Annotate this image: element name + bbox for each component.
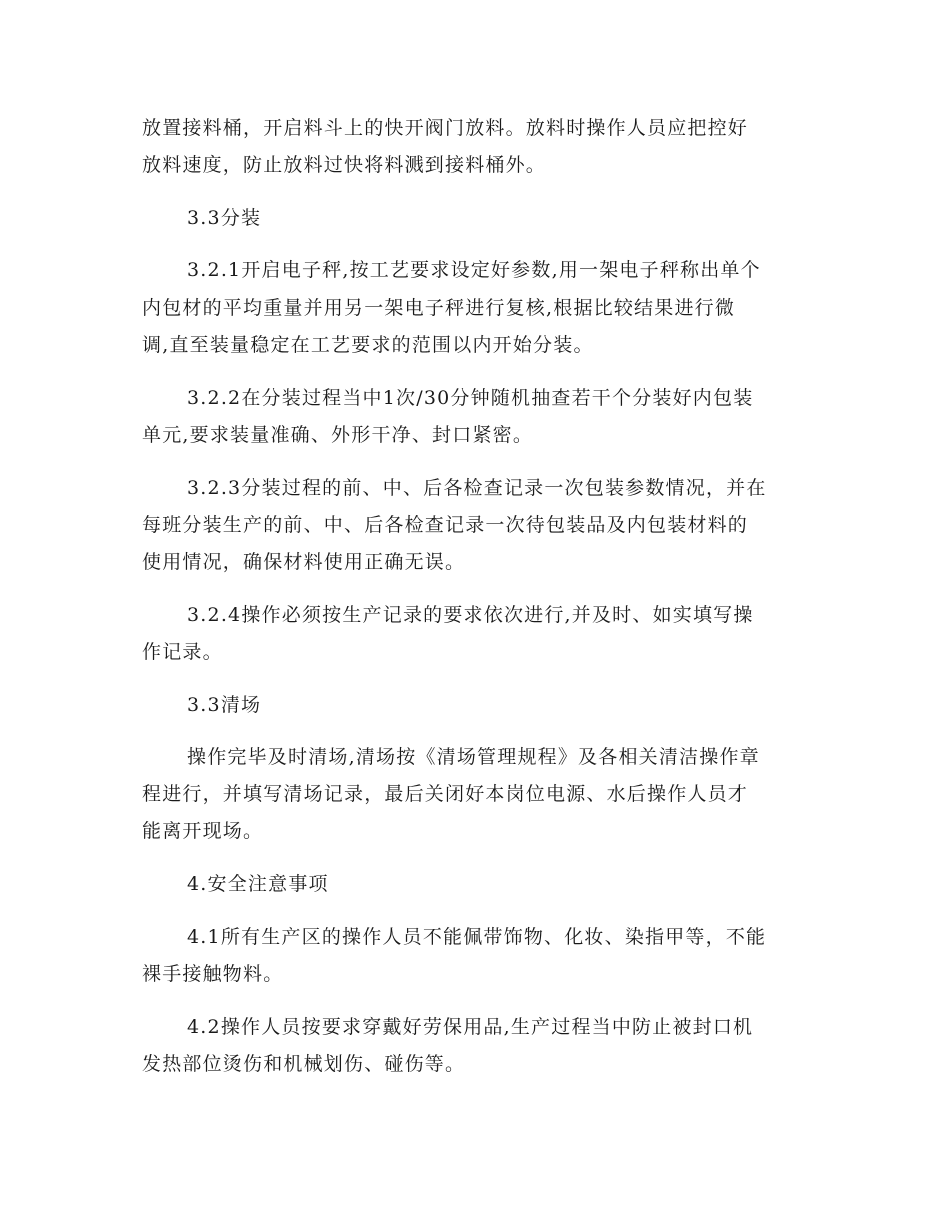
paragraph-line: 3.2.1开启电子秤,按工艺要求设定好参数,用一架电子秤称出单个 xyxy=(187,259,761,281)
paragraph-line: 能离开现场。 xyxy=(142,820,264,842)
paragraph-line: 发热部位烫伤和机械划伤、碰伤等。 xyxy=(142,1053,466,1075)
section-heading: 3.3分装 xyxy=(187,207,262,229)
paragraph-line: 4.2操作人员按要求穿戴好劳保用品,生产过程当中防止被封口机 xyxy=(187,1016,754,1038)
paragraph-line: 操作完毕及时清场,清场按《清场管理规程》及各相关清洁操作章 xyxy=(187,746,760,768)
section-heading: 3.3清场 xyxy=(187,694,262,716)
paragraph-line: 使用情况，确保材料使用正确无误。 xyxy=(142,551,466,573)
paragraph-line: 单元,要求装量准确、外形干净、封口紧密。 xyxy=(142,424,534,446)
paragraph-line: 调,直至装量稳定在工艺要求的范围以内开始分装。 xyxy=(142,334,594,356)
paragraph-line: 放置接料桶，开启料斗上的快开阀门放料。放料时操作人员应把控好 xyxy=(142,117,749,139)
paragraph-line: 4.1所有生产区的操作人员不能佩带饰物、化妆、染指甲等，不能 xyxy=(187,926,767,948)
paragraph-line: 内包材的平均重量并用另一架电子秤进行复核,根据比较结果进行微 xyxy=(142,297,736,319)
paragraph-line: 3.2.2在分装过程当中1次/30分钟随机抽查若干个分装好内包装 xyxy=(187,387,754,409)
paragraph-line: 裸手接触物料。 xyxy=(142,963,284,985)
paragraph-line: 作记录。 xyxy=(142,641,223,663)
paragraph-line: 放料速度，防止放料过快将料溅到接料桶外。 xyxy=(142,154,547,176)
paragraph-line: 每班分装生产的前、中、后各检查记录一次待包装品及内包装材料的 xyxy=(142,514,749,536)
section-heading: 4.安全注意事项 xyxy=(187,873,329,895)
paragraph-line: 程进行，并填写清场记录，最后关闭好本岗位电源、水后操作人员才 xyxy=(142,783,749,805)
paragraph-line: 3.2.4操作必须按生产记录的要求依次进行,并及时、如实填写操 xyxy=(187,604,754,626)
paragraph-line: 3.2.3分装过程的前、中、后各检查记录一次包装参数情况，并在 xyxy=(187,477,767,499)
